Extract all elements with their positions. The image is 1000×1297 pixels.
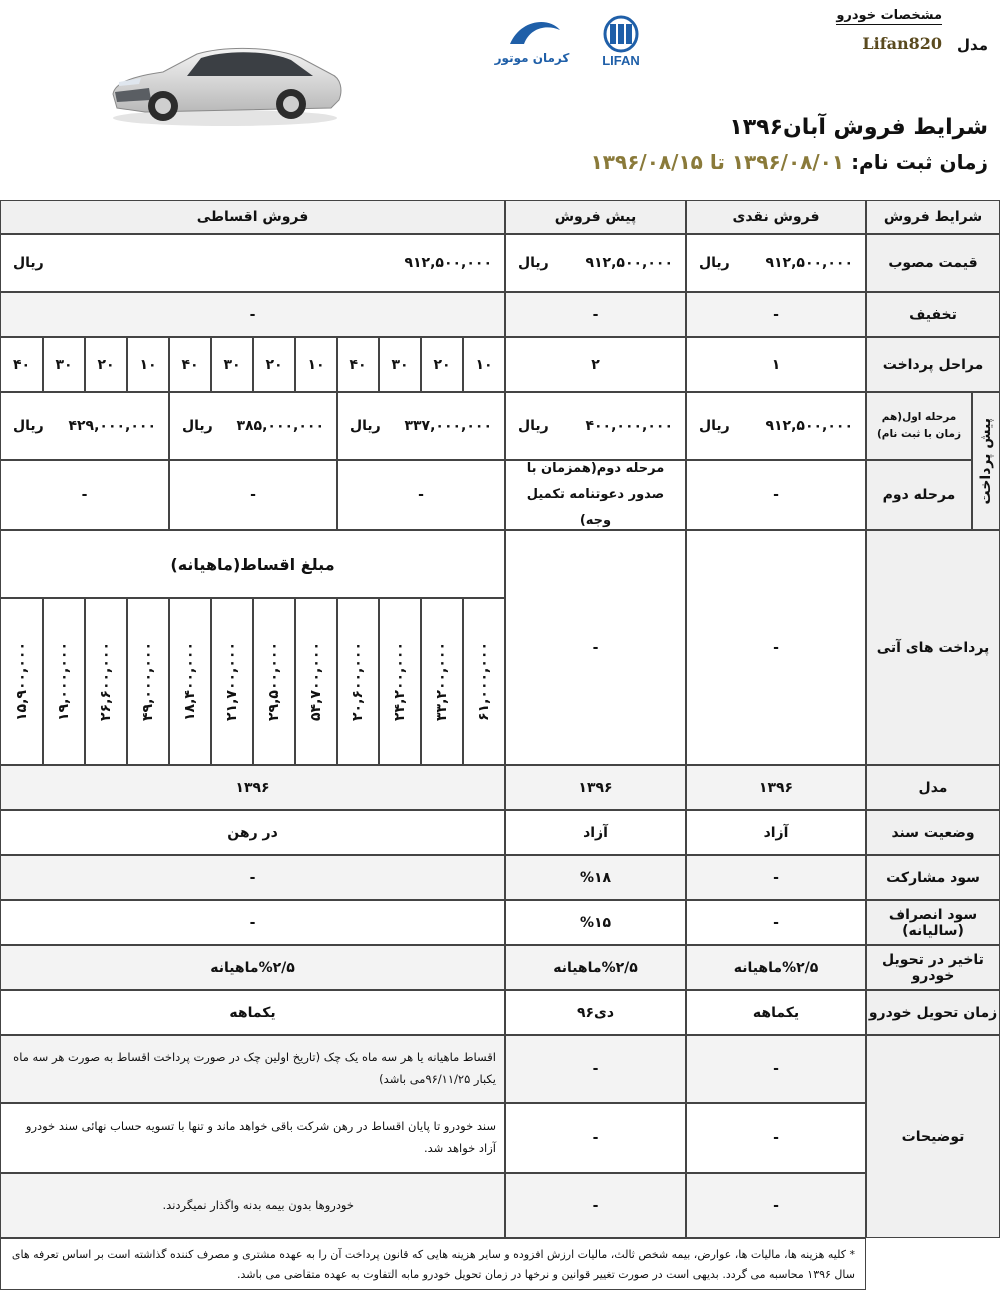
row-label-doc-status: وضعیت سند <box>866 810 1000 855</box>
cash-note: - <box>686 1035 866 1103</box>
row-label-model: مدل <box>866 765 1000 810</box>
presale-cancellation: %۱۵ <box>505 900 686 945</box>
cash-note: - <box>686 1103 866 1173</box>
presale-stage-two: مرحله دوم(همزمان با صدور دعوتنامه تکمیل وجه) <box>505 460 686 530</box>
monthly-amount <box>85 598 127 765</box>
installment-note: خودروها بدون بیمه بدنه واگذار نمیگردند. <box>0 1173 505 1238</box>
installment-count: ۲۰ <box>85 337 127 392</box>
installment-count: ۴۰ <box>0 337 43 392</box>
monthly-amount <box>169 598 211 765</box>
row-label-notes: توضیحات <box>866 1035 1000 1238</box>
cash-price <box>686 234 866 292</box>
row-label-stages: مراحل پرداخت <box>866 337 1000 392</box>
lifan-logo <box>588 14 654 68</box>
monthly-amount <box>43 598 85 765</box>
specs-label: مشخصات خودرو <box>836 8 942 23</box>
presale-stage-one-unit: ریال <box>518 418 549 434</box>
monthly-amount-value: ۲۱,۷۰۰,۰۰۰ <box>224 642 240 721</box>
cash-participation: - <box>686 855 866 900</box>
lifan-logo-text: LIFAN <box>602 53 640 68</box>
presale-price <box>505 234 686 292</box>
presale-delay: %۲/۵ماهیانه <box>505 945 686 990</box>
monthly-amount-value: ۴۹,۰۰۰,۰۰۰ <box>140 642 156 721</box>
monthly-amount <box>127 598 169 765</box>
sales-conditions-table <box>0 200 1000 1290</box>
monthly-amount <box>253 598 295 765</box>
cash-stage-one-unit: ریال <box>699 418 730 434</box>
presale-model: ۱۳۹۶ <box>505 765 686 810</box>
monthly-amount-value: ۲۶,۶۰۰,۰۰۰ <box>98 642 114 721</box>
monthly-amount <box>211 598 253 765</box>
row-label-stage-one: مرحله اول(هم زمان با ثبت نام) <box>866 392 972 460</box>
row-label-participation: سود مشارکت <box>866 855 1000 900</box>
footnote: * کلیه هزینه ها، مالیات ها، عوارض، بیمه شخص ثالث، مالیات ارزش افزوده و سایر هزینه هایی که قانون پرداخت آن را به عهده مشتری و مصرف کننده گذاشته است بر اساس تعرفه های سال ۱۳۹۶ محاسبه می گردد. بدیهی است در صورت تغییر قوانین و نرخها در زمان تحویل خودرو مابه التفاوت به عهده متقاضی می باشد. <box>0 1238 866 1290</box>
presale-stage-one-value: ۴۰۰,۰۰۰,۰۰۰ <box>585 418 673 434</box>
monthly-amount-value: ۵۴,۷۰۰,۰۰۰ <box>308 642 324 721</box>
presale-stages: ۲ <box>505 337 686 392</box>
installment-count: ۳۰ <box>43 337 85 392</box>
monthly-amount <box>421 598 463 765</box>
installment-price <box>0 234 505 292</box>
installment-stage-two: - <box>337 460 505 530</box>
installment-price-value: ۹۱۲,۵۰۰,۰۰۰ <box>404 255 492 271</box>
installment-prepay-unit: ریال <box>13 418 44 434</box>
cash-model: ۱۳۹۶ <box>686 765 866 810</box>
monthly-amount-value: ۳۳,۲۰۰,۰۰۰ <box>434 642 450 721</box>
installment-prepay-value: ۴۲۹,۰۰۰,۰۰۰ <box>68 418 156 434</box>
row-label-discount: تخفیف <box>866 292 1000 337</box>
prepayment-group-text: پیش پرداخت <box>978 417 994 505</box>
installment-note: اقساط ماهیانه یا هر سه ماه یک چک (تاریخ اولین چک در صورت پرداخت اقساط به صورت هر سه ماه یکبار ۹۶/۱۱/۲۵می باشد) <box>0 1035 505 1103</box>
presale-delivery: دی۹۶ <box>505 990 686 1035</box>
registration-from: ۱۳۹۶/۰۸/۰۱ <box>731 150 845 174</box>
cash-doc-status: آزاد <box>686 810 866 855</box>
installment-stage-two: - <box>169 460 337 530</box>
monthly-amount <box>379 598 421 765</box>
col-installment: فروش اقساطی <box>0 200 505 234</box>
installment-prepay <box>0 392 169 460</box>
page-title: شرایط فروش آبان۱۳۹۶ <box>729 115 988 140</box>
presale-doc-status: آزاد <box>505 810 686 855</box>
monthly-amount-value: ۲۹,۵۰۰,۰۰۰ <box>266 642 282 721</box>
row-label-future: پرداخت های آتی <box>866 530 1000 765</box>
cash-stage-two: - <box>686 460 866 530</box>
kerman-motor-logo <box>490 14 574 68</box>
cash-stage-one <box>686 392 866 460</box>
presale-future: - <box>505 530 686 765</box>
registration-period <box>591 150 988 174</box>
registration-to-word: تا <box>709 150 725 174</box>
presale-price-unit: ریال <box>518 255 549 271</box>
col-conditions: شرایط فروش <box>866 200 1000 234</box>
model-label: مدل <box>957 36 988 54</box>
installment-note: سند خودرو تا پایان اقساط در رهن شرکت باقی خواهد ماند و تنها با تسویه حساب نهائی سند خودرو آزاد خواهد شد. <box>0 1103 505 1173</box>
installment-doc-status: در رهن <box>0 810 505 855</box>
cash-note: - <box>686 1173 866 1238</box>
row-label-price: قیمت مصوب <box>866 234 1000 292</box>
col-cash: فروش نقدی <box>686 200 866 234</box>
registration-to: ۱۳۹۶/۰۸/۱۵ <box>590 150 703 174</box>
installment-count: ۱۰ <box>295 337 337 392</box>
installment-prepay-value: ۳۳۷,۰۰۰,۰۰۰ <box>404 418 492 434</box>
row-label-delivery: زمان تحویل خودرو <box>866 990 1000 1035</box>
model-value: Lifan820 <box>862 34 942 53</box>
presale-note: - <box>505 1103 686 1173</box>
installment-prepay <box>337 392 505 460</box>
installment-price-unit: ریال <box>13 255 44 271</box>
cash-delivery: یکماهه <box>686 990 866 1035</box>
installment-prepay-unit: ریال <box>350 418 381 434</box>
installment-count: ۱۰ <box>463 337 505 392</box>
monthly-amount <box>337 598 379 765</box>
installment-count: ۴۰ <box>169 337 211 392</box>
installment-count: ۴۰ <box>337 337 379 392</box>
monthly-amount <box>0 598 43 765</box>
monthly-amount <box>463 598 505 765</box>
presale-note: - <box>505 1173 686 1238</box>
installment-count: ۱۰ <box>127 337 169 392</box>
monthly-amount-value: ۱۹,۰۰۰,۰۰۰ <box>56 642 72 721</box>
monthly-amount-value: ۱۸,۴۰۰,۰۰۰ <box>182 642 198 721</box>
presale-note: - <box>505 1035 686 1103</box>
cash-cancellation: - <box>686 900 866 945</box>
installment-count: ۲۰ <box>421 337 463 392</box>
row-label-cancellation: سود انصراف (سالیانه) <box>866 900 1000 945</box>
installment-prepay <box>169 392 337 460</box>
installment-cancellation: - <box>0 900 505 945</box>
installment-count: ۳۰ <box>379 337 421 392</box>
installment-prepay-unit: ریال <box>182 418 213 434</box>
car-image <box>105 38 345 128</box>
registration-label: زمان ثبت نام: <box>851 150 988 174</box>
installment-model: ۱۳۹۶ <box>0 765 505 810</box>
cash-discount: - <box>686 292 866 337</box>
installment-delivery: یکماهه <box>0 990 505 1035</box>
row-label-stage-two: مرحله دوم <box>866 460 972 530</box>
monthly-amount-value: ۲۴,۲۰۰,۰۰۰ <box>392 642 408 721</box>
presale-price-value: ۹۱۲,۵۰۰,۰۰۰ <box>585 255 673 271</box>
kerman-logo-text: کرمان موتور <box>494 51 570 65</box>
installment-prepay-value: ۳۸۵,۰۰۰,۰۰۰ <box>236 418 324 434</box>
installment-stage-two: - <box>0 460 169 530</box>
presale-stage-one <box>505 392 686 460</box>
col-presale: پیش فروش <box>505 200 686 234</box>
monthly-amount-value: ۱۵,۹۰۰,۰۰۰ <box>13 642 30 721</box>
monthly-amount <box>295 598 337 765</box>
monthly-amount-value: ۶۱,۰۰۰,۰۰۰ <box>476 642 492 721</box>
installment-count: ۳۰ <box>211 337 253 392</box>
cash-stage-one-value: ۹۱۲,۵۰۰,۰۰۰ <box>765 418 853 434</box>
installment-participation: - <box>0 855 505 900</box>
cash-price-value: ۹۱۲,۵۰۰,۰۰۰ <box>765 255 853 271</box>
installments-monthly-title: مبلغ اقساط(ماهیانه) <box>0 530 505 598</box>
cash-price-unit: ریال <box>699 255 730 271</box>
monthly-amount-value: ۲۰,۶۰۰,۰۰۰ <box>350 642 366 721</box>
row-label-delay: تاخیر در تحویل خودرو <box>866 945 1000 990</box>
cash-delay: %۲/۵ماهیانه <box>686 945 866 990</box>
installment-count: ۲۰ <box>253 337 295 392</box>
row-label-prepayment-group <box>972 392 1000 530</box>
installment-delay: %۲/۵ماهیانه <box>0 945 505 990</box>
presale-participation: %۱۸ <box>505 855 686 900</box>
cash-stages: ۱ <box>686 337 866 392</box>
installment-discount: - <box>0 292 505 337</box>
presale-discount: - <box>505 292 686 337</box>
cash-future: - <box>686 530 866 765</box>
